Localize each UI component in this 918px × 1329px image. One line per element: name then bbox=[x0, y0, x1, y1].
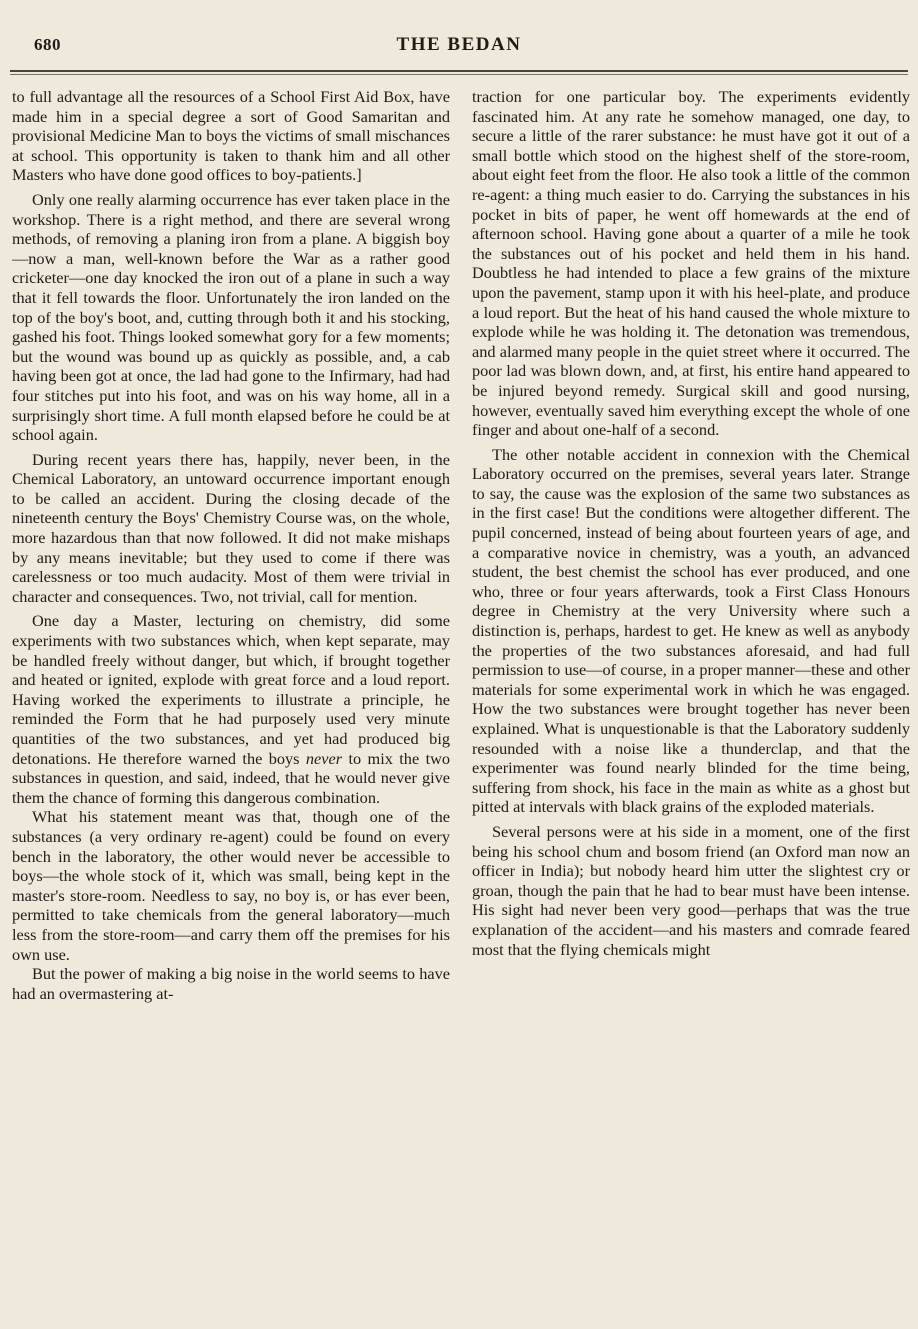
paragraph-first-aid-continuation: to full advantage all the resources of a School First Aid Box, have made him in a special degree a sort of Good Samaritan and provisional Medicine Man to boys the victims of small mischances at school. This opportunity is taken to thank him and all other Masters who have done good offices to boy-patients.] bbox=[12, 87, 450, 185]
right-column bbox=[472, 87, 910, 964]
emphasis-never: never bbox=[305, 748, 343, 768]
paragraph-boy-explosion: traction for one particular boy. The experiments evidently fascinated him. At any rate he somehow managed, one day, to secure a little of the rarer substance: he must have got it out of a small bottle which stood on the highest shelf of the store-room, about eight feet from the floor. He also took a little of the common re-agent: a thing much easier to do. Carrying the substances in his pocket in bits of paper, he went off homewards at the end of afternoon school. Having gone about a quarter of a mile he took the substances out of his pocket and held them in his hand. Doubtless he had intended to place a few grains of the mixture upon the pavement, stamp upon it with his heel-plate, and produce a loud report. But the heat of his hand caused the whole mixture to explode while he was holding it. The detonation was tremendous, and alarmed many people in the quiet street where it occurred. The poor lad was blown down, and, at first, his entire hand appeared to be injured beyond remedy. Surgical skill and good nursing, however, eventually saved him everything except the whole of one finger and about one-half of a second. bbox=[472, 87, 910, 440]
paragraph-chemical-laboratory: During recent years there has, happily, never been, in the Chemical Laboratory, an untoward occurrence important enough to be called an accident. During the closing decade of the nineteenth century the Boys' Chemistry Course was, on the whole, more hazardous than that now followed. It did not make mishaps by any means inevitable; but they used to come if there was carelessness or too much audacity. Most of them were trivial in character and consequences. Two, not trivial, call for mention. bbox=[12, 449, 450, 606]
page-number: 680 bbox=[34, 35, 61, 54]
paragraph-lecture-experiment bbox=[12, 611, 450, 807]
lecture-text-before: One day a Master, lecturing on chemistry, did some experiments with two substances which, when kept separate, may be handled freely without danger, but which, if brought together and heated or ignited, explode with great force and a loud report. Having worked the experiments to illustrate a principle, he reminded the Form that he had purposely used very minute quantities of the two substances, and yet had produced big detonations. He therefore warned the boys bbox=[12, 611, 450, 768]
paragraph-power-of-noise: But the power of making a big noise in the world seems to have had an overmastering at- bbox=[12, 964, 450, 1003]
header-rule-thin bbox=[10, 74, 908, 75]
header-rule-thick bbox=[10, 70, 908, 72]
paragraph-second-accident: The other notable accident in connexion with the Chemical Laboratory occurred on the premises, several years later. Strange to say, the cause was the explosion of the same two substances as in the first case! But the conditions were altogether different. The pupil concerned, instead of being about fourteen years of age, and a comparative novice in chemistry, was a youth, an advanced student, the best chemist the school has ever produced, and one who, three or four years afterwards, took a First Class Honours degree in Chemistry at the very University where such a distinction is, perhaps, hardest to get. He knew as well as anybody the properties of the two substances aforesaid, and had full permission to use—of course, in a proper manner—these and other materials for some experimental work in which he was engaged. How the two substances were brought together has never been explained. What is unquestionable is that the Laboratory suddenly resounded with a noise like a thunderclap, and that the experimenter was found nearly blinded for the time being, suffering from shock, his face in the main as white as a ghost but pitted at intervals with black grains of the exploded materials. bbox=[472, 444, 910, 817]
paragraph-aftermath: Several persons were at his side in a moment, one of the first being his school chum and bosom friend (an Oxford man now an officer in India); but nobody heard him utter the slightest cry or groan, though the pain that he had to bear must have been intense. His sight had never been very good—perhaps that was the true explanation of the accident—and his masters and comrade feared most that the flying chemicals might bbox=[472, 821, 910, 959]
page-header bbox=[0, 34, 918, 58]
lecture-text-after: to mix the two substances in question, and said, indeed, that he would never give them the chance of forming this dangerous combination. bbox=[12, 748, 451, 807]
left-column bbox=[12, 87, 450, 1003]
paragraph-workshop-accident: Only one really alarming occurrence has ever taken place in the workshop. There is a right method, and there are several wrong methods, of removing a planing iron from a plane. A biggish boy—now a man, well-known before the War as a rather good cricketer—one day knocked the iron out of a plane in such a way that it fell towards the floor. Unfortunately the iron landed on the top of the boy's boot, and, cutting through both it and his stocking, gashed his foot. Things looked somewhat gory for a few moments; but the wound was bound up as quickly as possible, and, a cab having been got at once, the lad had gone to the Infirmary, had had four stitches put into his foot, and was on his way home, all in a surprisingly short time. A full month elapsed before he could be at school again. bbox=[12, 189, 450, 445]
journal-title: THE BEDAN bbox=[396, 34, 522, 55]
paragraph-statement-meaning: What his statement meant was that, though one of the substances (a very ordinary re-agent) could be found on every bench in the laboratory, the other would never be accessible to boys—the whole stock of it, which was small, being kept in the master's store-room. Needless to say, no boy is, or has ever been, permitted to take chemicals from the general laboratory—much less from the store-room—and carry them off the premises for his own use. bbox=[12, 807, 450, 964]
